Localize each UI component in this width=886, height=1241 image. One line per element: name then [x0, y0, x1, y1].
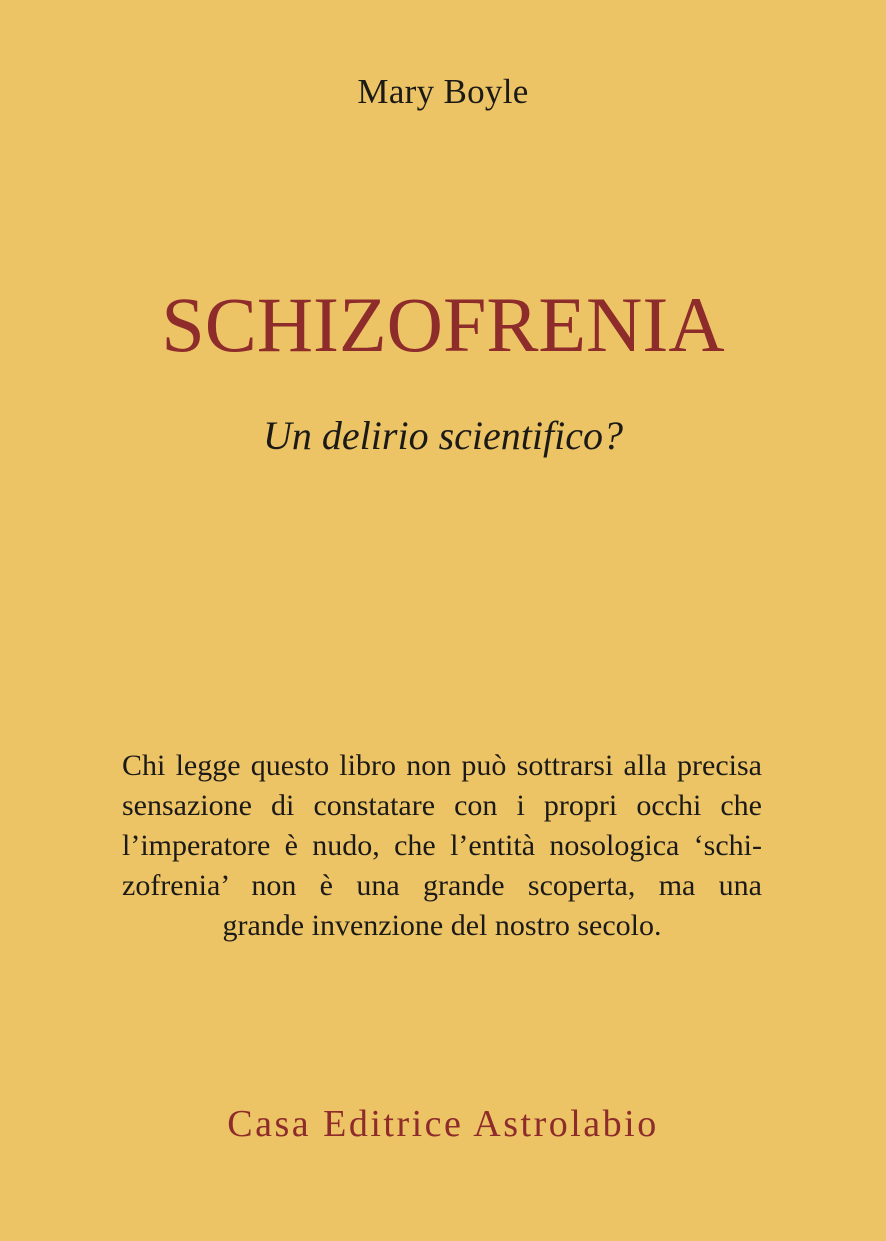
blurb-line: grande invenzione del nostro secolo. [222, 909, 662, 942]
blurb-line: l’imperatore è nudo, che l’entità nosologica ‘schi- [122, 829, 762, 862]
publisher-name: Casa Editrice Astrolabio [227, 1103, 659, 1145]
blurb-line: Chi legge questo libro non può sottrarsi alla precisa [122, 749, 762, 782]
book-title: SCHIZOFRENIA [161, 281, 725, 368]
blurb-line: zofrenia’ non è una grande scoperta, ma una [122, 869, 762, 902]
cover-blurb [122, 746, 762, 946]
book-subtitle: Un delirio scientifico? [263, 413, 623, 458]
author-name: Mary Boyle [357, 72, 529, 111]
blurb-line: sensazione di constatare con i propri occhi che [122, 789, 762, 822]
